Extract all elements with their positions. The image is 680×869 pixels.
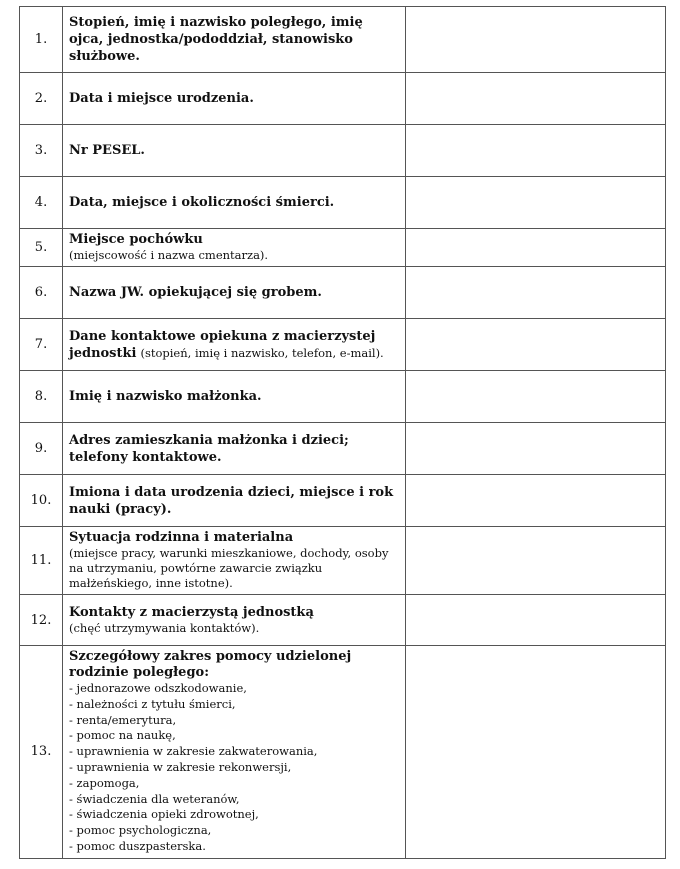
row-label-note: (chęć utrzymywania kontaktów). — [69, 620, 260, 635]
row-label — [63, 371, 406, 423]
answer-cell[interactable] — [406, 229, 666, 267]
answer-cell[interactable] — [406, 267, 666, 319]
table-row — [20, 125, 666, 177]
row-label-bold: Data i miejsce urodzenia. — [69, 91, 254, 106]
answer-cell[interactable] — [406, 371, 666, 423]
row-label-bold: Nazwa JW. opiekującej się grobem. — [69, 285, 322, 300]
table-row — [20, 229, 666, 267]
row-number: 9. — [20, 423, 63, 475]
answer-cell[interactable] — [406, 595, 666, 646]
row-label — [63, 646, 406, 859]
answer-cell[interactable] — [406, 125, 666, 177]
table-row — [20, 371, 666, 423]
table-row — [20, 267, 666, 319]
answer-cell[interactable] — [406, 423, 666, 475]
table-row — [20, 319, 666, 371]
row-number: 3. — [20, 125, 63, 177]
list-item: - pomoc psychologiczna, — [69, 823, 212, 838]
answer-cell[interactable] — [406, 475, 666, 527]
row-label-note: (miejsce pracy, warunki mieszkaniowe, dochody, osoby na utrzymaniu, powtórne zawarcie związku małżeńskiego, inne istotne). — [69, 546, 389, 590]
answer-cell[interactable] — [406, 177, 666, 229]
row-number: 6. — [20, 267, 63, 319]
table-row — [20, 73, 666, 125]
row-label-bold: Imiona i data urodzenia dzieci, miejsce i rok nauki (pracy). — [69, 484, 394, 517]
row-label — [63, 7, 406, 73]
list-item: - pomoc na naukę, — [69, 728, 176, 743]
row-label-bold: Sytuacja rodzinna i materialna — [69, 530, 294, 545]
row-label-bold: Kontakty z macierzystą jednostką — [69, 604, 314, 620]
row-number: 8. — [20, 371, 63, 423]
list-item: - zapomoga, — [69, 775, 140, 790]
answer-cell[interactable] — [406, 319, 666, 371]
row-number: 7. — [20, 319, 63, 371]
answer-cell[interactable] — [406, 527, 666, 595]
answer-cell[interactable] — [406, 646, 666, 859]
row-label-note: (miejscowość i nazwa cmentarza). — [69, 248, 269, 262]
row-number: 1. — [20, 7, 63, 73]
answer-cell[interactable] — [406, 7, 666, 73]
row-label-bold: Imię i nazwisko małżonka. — [69, 389, 262, 404]
row-label — [63, 475, 406, 527]
row-number: 5. — [20, 229, 63, 267]
table-row — [20, 177, 666, 229]
row-label-bold: Szczegółowy zakres pomocy udzielonej rodzinie poległego: — [69, 649, 352, 680]
row-number: 10. — [20, 475, 63, 527]
list-item: - pomoc duszpasterska. — [69, 838, 206, 853]
row-label-bold: Data, miejsce i okoliczności śmierci. — [69, 195, 335, 210]
row-label — [63, 423, 406, 475]
table-row — [20, 7, 666, 73]
row-label-note: (stopień, imię i nazwisko, telefon, e-mail). — [140, 345, 384, 360]
row-label — [63, 229, 406, 267]
row-number: 2. — [20, 73, 63, 125]
table-row — [20, 646, 666, 859]
row-label-bold: Nr PESEL. — [69, 143, 145, 158]
row-label — [63, 527, 406, 595]
list-item: - należności z tytułu śmierci, — [69, 696, 236, 711]
row-label — [63, 177, 406, 229]
table-row — [20, 595, 666, 646]
row-number: 12. — [20, 595, 63, 646]
row-label-bold: Stopień, imię i nazwisko poległego, imię ojca, jednostka/pododdział, stanowisko służbowe. — [69, 15, 363, 64]
list-item: - jednorazowe odszkodowanie, — [69, 681, 247, 695]
row-label — [63, 125, 406, 177]
list-item: - uprawnienia w zakresie rekonwersji, — [69, 759, 292, 774]
row-number: 4. — [20, 177, 63, 229]
help-items-list — [69, 681, 399, 855]
table-row — [20, 527, 666, 595]
row-label — [63, 267, 406, 319]
row-number: 13. — [20, 646, 63, 859]
list-item: - renta/emerytura, — [69, 712, 177, 727]
list-item: - uprawnienia w zakresie zakwaterowania, — [69, 744, 318, 759]
table-row — [20, 423, 666, 475]
row-label — [63, 73, 406, 125]
form-table — [19, 6, 666, 859]
row-number: 11. — [20, 527, 63, 595]
list-item: - świadczenia dla weteranów, — [69, 791, 240, 806]
row-label — [63, 595, 406, 646]
row-label-bold: Miejsce pochówku — [69, 232, 203, 247]
row-label-bold: Adres zamieszkania małżonka i dzieci; telefony kontaktowe. — [69, 432, 349, 465]
row-label-bold: Dane kontaktowe opiekuna z macierzystej jednostki — [69, 328, 376, 361]
table-row — [20, 475, 666, 527]
list-item: - świadczenia opieki zdrowotnej, — [69, 807, 259, 822]
row-label — [63, 319, 406, 371]
answer-cell[interactable] — [406, 73, 666, 125]
